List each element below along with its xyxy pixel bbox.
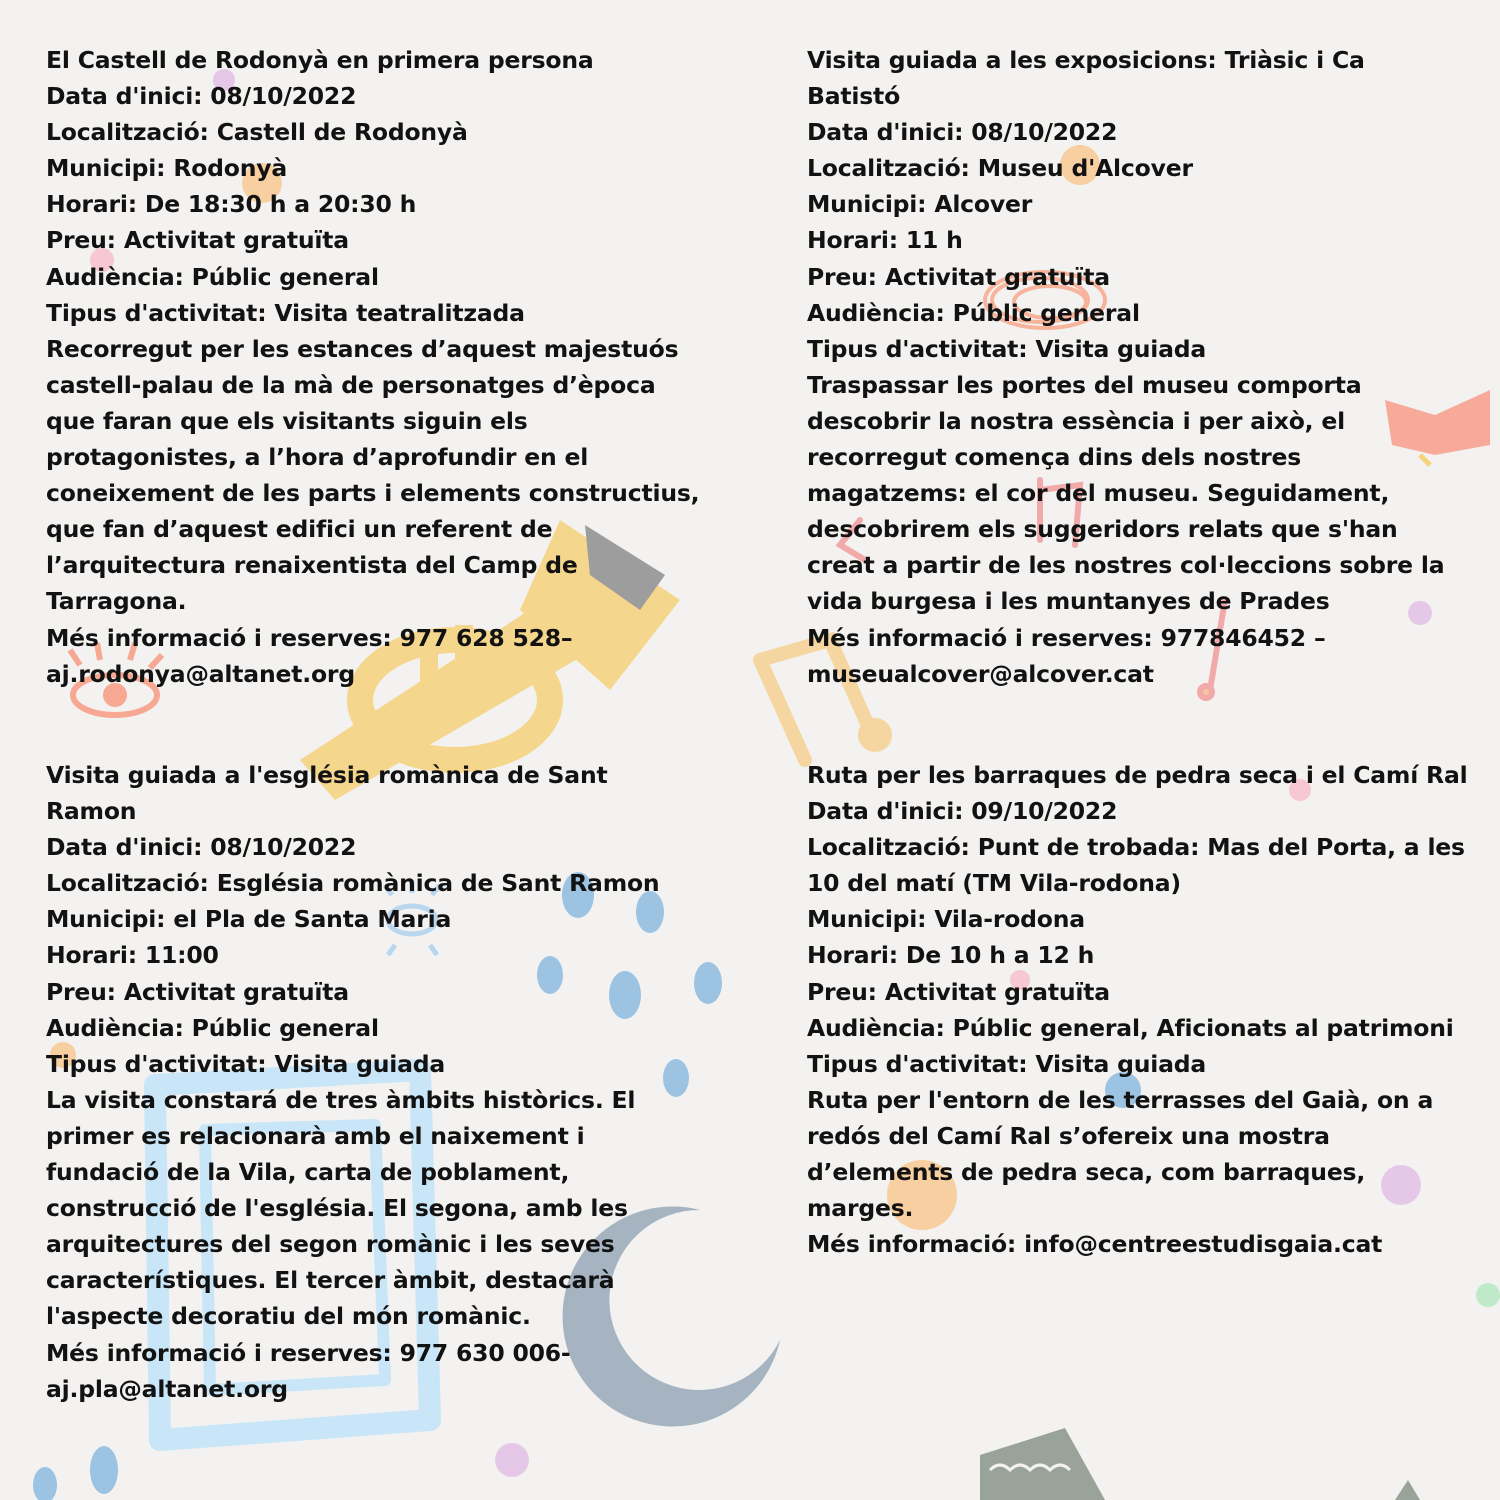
event-description-line: descobrirem els suggeridors relats que s'han — [807, 515, 1398, 544]
event-description-line: l’arquitectura renaixentista del Camp de — [46, 551, 578, 580]
event-location: 10 del matí (TM Vila-rodona) — [807, 869, 1181, 898]
event-card-museu-alcover — [807, 42, 1444, 692]
event-title: Visita guiada a les exposicions: Triàsic i Ca — [807, 46, 1365, 74]
event-description-line: construcció de l'església. El segona, amb les — [46, 1194, 628, 1223]
event-description-line: que fan d’aquest edifici un referent de — [46, 515, 553, 544]
house-decoration — [980, 1428, 1420, 1500]
event-start-date: Data d'inici: 08/10/2022 — [807, 118, 1118, 147]
event-card-castell-rodonya — [46, 42, 699, 692]
event-description-line: recorregut comença dins dels nostres — [807, 443, 1302, 472]
event-title: Visita guiada a l'església romànica de Sant — [46, 761, 608, 789]
event-description-line: Recorregut per les estances d’aquest majestuós — [46, 334, 679, 363]
event-description-line: descobrir la nostra essència i per això, el — [807, 406, 1345, 435]
event-description-line: creat a partir de les nostres col·leccions sobre la — [807, 551, 1445, 580]
event-card-pedra-seca — [807, 757, 1467, 1262]
event-description-line: d’elements de pedra seca, com barraques, — [807, 1158, 1366, 1187]
event-audience: Audiència: Públic general, Aficionats al patrimoni — [807, 1013, 1454, 1042]
event-audience: Audiència: Públic general — [46, 262, 379, 291]
event-municipality: Municipi: Vila-rodona — [807, 905, 1085, 934]
event-description-line: coneixement de les parts i elements constructius, — [46, 479, 700, 508]
event-description-line: que faran que els visitants siguin els — [46, 406, 528, 435]
event-schedule: Horari: De 10 h a 12 h — [807, 941, 1095, 970]
event-contact: Més informació i reserves: 977846452 – — [807, 623, 1326, 652]
event-location: Localització: Punt de trobada: Mas del Porta, a les — [807, 833, 1465, 862]
event-description-line: característiques. El tercer àmbit, destacarà — [46, 1266, 615, 1295]
event-description-line: La visita constará de tres àmbits històrics. El — [46, 1085, 636, 1114]
event-description-line: l'aspecte decoratiu del món romànic. — [46, 1302, 531, 1331]
event-audience: Audiència: Públic general — [807, 298, 1140, 327]
event-description-line: redós del Camí Ral s’ofereix una mostra — [807, 1121, 1330, 1150]
event-audience: Audiència: Públic general — [46, 1013, 379, 1042]
event-schedule: Horari: 11:00 — [46, 941, 219, 970]
event-card-sant-ramon — [46, 757, 659, 1407]
event-title: Ramon — [46, 797, 137, 826]
event-location: Localització: Castell de Rodonyà — [46, 118, 468, 147]
event-contact: Més informació i reserves: 977 628 528– — [46, 623, 573, 652]
event-contact: Més informació i reserves: 977 630 006- — [46, 1338, 571, 1367]
event-schedule: Horari: 11 h — [807, 226, 963, 255]
event-description-line: primer es relacionarà amb el naixement i — [46, 1121, 585, 1150]
event-description-line: marges. — [807, 1194, 914, 1223]
event-description-line: castell-palau de la mà de personatges d’època — [46, 370, 656, 399]
event-title: Batistó — [807, 82, 901, 111]
event-description-line: arquitectures del segon romànic i les seves — [46, 1230, 615, 1259]
event-municipality: Municipi: el Pla de Santa Maria — [46, 905, 452, 934]
event-contact-email[interactable]: museualcover@alcover.cat — [807, 659, 1154, 688]
event-location: Localització: Museu d'Alcover — [807, 154, 1193, 183]
event-start-date: Data d'inici: 08/10/2022 — [46, 833, 357, 862]
event-price: Preu: Activitat gratuïta — [46, 977, 349, 1006]
event-description-line: Traspassar les portes del museu comporta — [807, 370, 1362, 399]
event-municipality: Municipi: Alcover — [807, 190, 1033, 219]
event-schedule: Horari: De 18:30 h a 20:30 h — [46, 190, 417, 219]
event-description-line: vida burgesa i les muntanyes de Prades — [807, 587, 1330, 616]
event-contact-email[interactable]: aj.rodonya@altanet.org — [46, 659, 355, 688]
event-price: Preu: Activitat gratuïta — [46, 226, 349, 255]
event-activity-type: Tipus d'activitat: Visita guiada — [46, 1049, 446, 1078]
event-description-line: Tarragona. — [46, 587, 187, 616]
event-description-line: fundació de la Vila, carta de poblament, — [46, 1158, 570, 1187]
event-description-line: magatzems: el cor del museu. Seguidament, — [807, 479, 1390, 508]
event-contact-email[interactable]: aj.pla@altanet.org — [46, 1374, 288, 1403]
event-activity-type: Tipus d'activitat: Visita teatralitzada — [46, 298, 525, 327]
event-price: Preu: Activitat gratuïta — [807, 262, 1110, 291]
event-price: Preu: Activitat gratuïta — [807, 977, 1110, 1006]
event-start-date: Data d'inici: 09/10/2022 — [807, 797, 1118, 826]
event-description-line: protagonistes, a l’hora d’aprofundir en el — [46, 443, 589, 472]
event-municipality: Municipi: Rodonyà — [46, 154, 288, 183]
event-contact-email[interactable]: Més informació: info@centreestudisgaia.cat — [807, 1230, 1383, 1259]
event-activity-type: Tipus d'activitat: Visita guiada — [807, 334, 1207, 363]
event-start-date: Data d'inici: 08/10/2022 — [46, 82, 357, 111]
event-description-line: Ruta per l'entorn de les terrasses del Gaià, on a — [807, 1085, 1434, 1114]
event-title: Ruta per les barraques de pedra seca i el Camí Ral — [807, 761, 1468, 789]
event-title: El Castell de Rodonyà en primera persona — [46, 46, 594, 74]
event-activity-type: Tipus d'activitat: Visita guiada — [807, 1049, 1207, 1078]
event-location: Localització: Església romànica de Sant Ramon — [46, 869, 660, 898]
